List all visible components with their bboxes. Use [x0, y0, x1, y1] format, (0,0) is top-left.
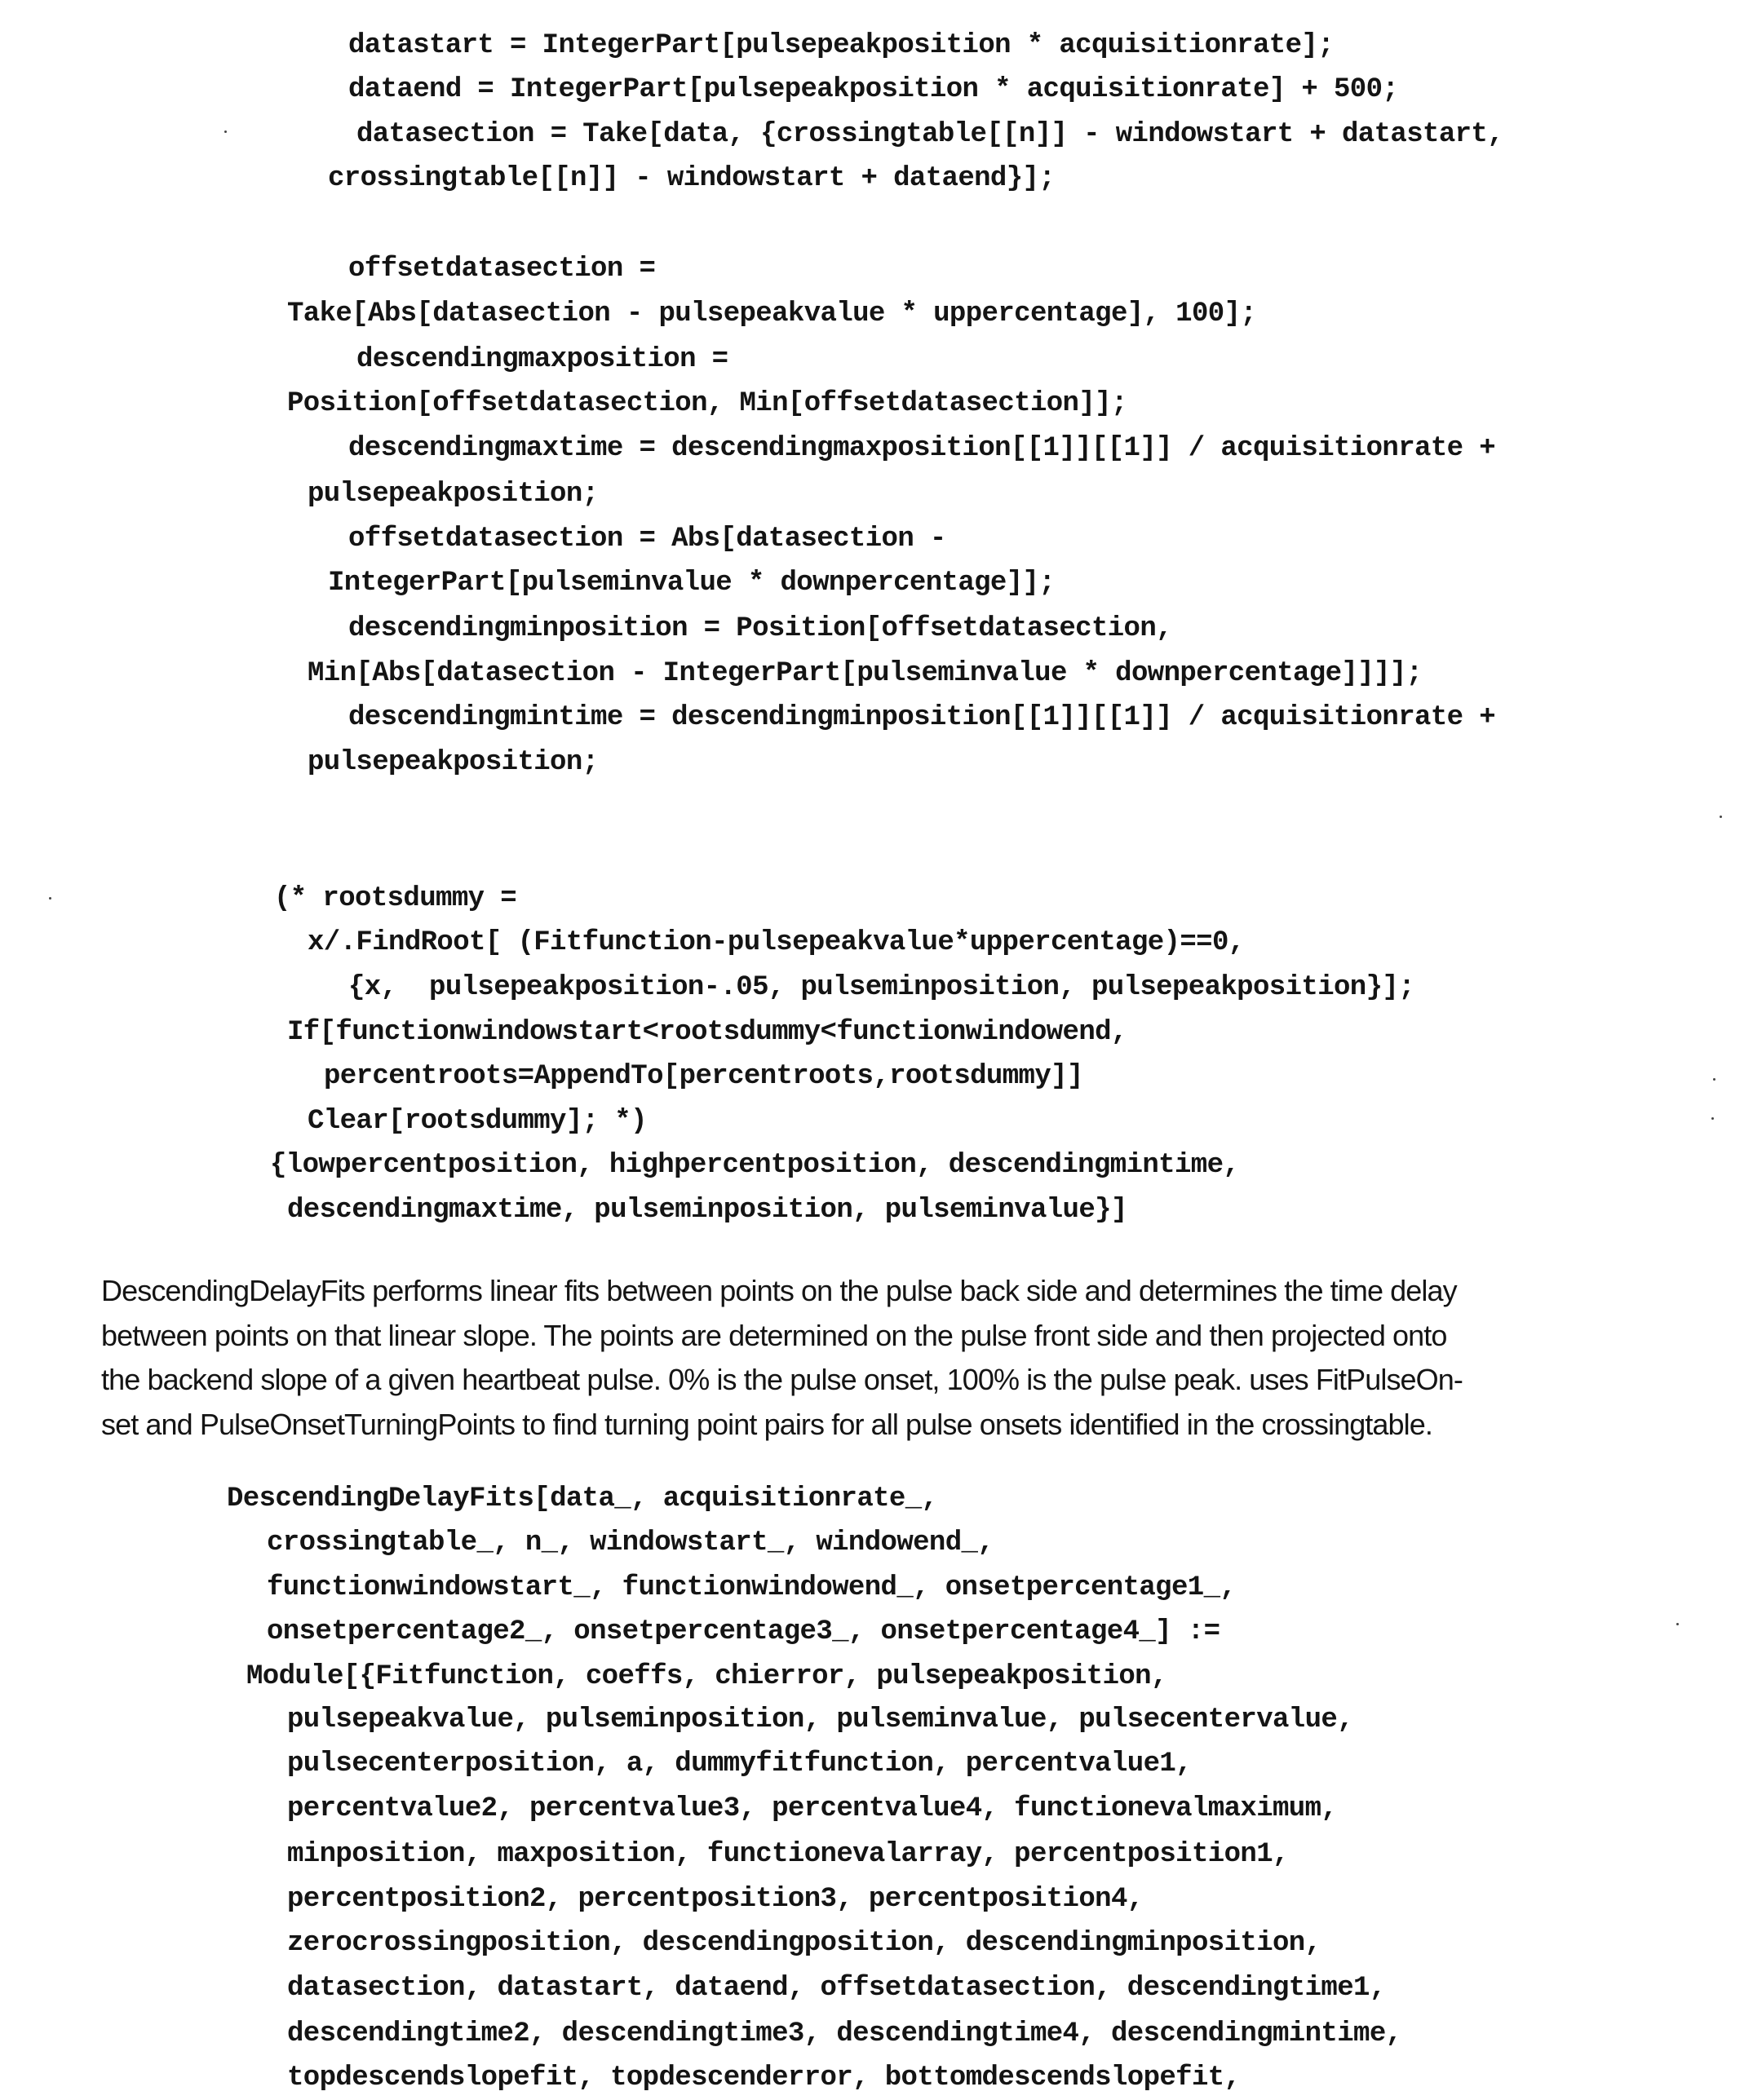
module-line: zerocrossingposition, descendingposition, descendingminposition,: [287, 1928, 1321, 1959]
scan-speck: [1711, 1117, 1714, 1120]
code-comment-line: Clear[rootsdummy]; *): [308, 1106, 647, 1137]
code-line: pulsepeakposition;: [308, 747, 599, 778]
scan-speck: [224, 130, 227, 133]
function-signature-line: functionwindowstart_, functionwindowend_, onsetpercentage1_,: [267, 1572, 1237, 1603]
code-line: IntegerPart[pulseminvalue * downpercentage]];: [328, 568, 1056, 599]
module-line: minposition, maxposition, functionevalarray, percentposition1,: [287, 1839, 1289, 1870]
code-line: Min[Abs[datasection - IntegerPart[pulseminvalue * downpercentage]]]];: [308, 658, 1423, 689]
code-comment-line: percentroots=AppendTo[percentroots,rootsdummy]]: [324, 1061, 1083, 1092]
function-signature-line: onsetpercentage2_, onsetpercentage3_, onsetpercentage4_] :=: [267, 1616, 1220, 1647]
module-line: descendingtime2, descendingtime3, descendingtime4, descendingmintime,: [287, 2018, 1402, 2049]
module-line: topdescendslopefit, topdescenderror, bottomdescendslopefit,: [287, 2062, 1241, 2093]
code-line: descendingmaxtime = descendingmaxposition[[1]][[1]] / acquisitionrate +: [348, 433, 1496, 464]
code-line: {lowpercentposition, highpercentposition, descendingmintime,: [270, 1150, 1240, 1181]
code-line: descendingmaxtime, pulseminposition, pulseminvalue}]: [287, 1195, 1127, 1226]
code-line: crossingtable[[n]] - windowstart + dataend}];: [328, 163, 1056, 194]
code-line: datastart = IntegerPart[pulsepeakposition * acquisitionrate];: [348, 30, 1335, 61]
module-line: pulsecenterposition, a, dummyfitfunction, percentvalue1,: [287, 1749, 1192, 1779]
description-line: DescendingDelayFits performs linear fits between points on the pulse back side and determines the time delay: [101, 1274, 1457, 1307]
description-line: set and PulseOnsetTurningPoints to find turning point pairs for all pulse onsets identified in the crossingtable.: [101, 1407, 1432, 1441]
module-line: percentvalue2, percentvalue3, percentvalue4, functionevalmaximum,: [287, 1793, 1338, 1824]
module-line: percentposition2, percentposition3, percentposition4,: [287, 1884, 1144, 1915]
scan-speck: [1676, 1623, 1679, 1625]
description-paragraph: [101, 1269, 1724, 1447]
code-comment-line: {x, pulsepeakposition-.05, pulseminposition, pulsepeakposition}];: [348, 972, 1415, 1003]
module-line: datasection, datastart, dataend, offsetdatasection, descendingtime1,: [287, 1973, 1386, 2004]
module-line: pulsepeakvalue, pulseminposition, pulseminvalue, pulsecentervalue,: [287, 1704, 1354, 1735]
scan-speck: [1720, 816, 1722, 818]
scan-speck: [1713, 1078, 1715, 1081]
code-line: pulsepeakposition;: [308, 479, 599, 510]
code-line: Take[Abs[datasection - pulsepeakvalue * uppercentage], 100];: [287, 298, 1257, 329]
module-line: Module[{Fitfunction, coeffs, chierror, pulsepeakposition,: [246, 1661, 1167, 1692]
description-line: between points on that linear slope. The points are determined on the pulse front side and then projected onto: [101, 1318, 1447, 1352]
code-comment-line: (* rootsdummy =: [274, 883, 517, 914]
description-line: the backend slope of a given heartbeat pulse. 0% is the pulse onset, 100% is the pulse peak. uses FitPulseOn-: [101, 1363, 1463, 1396]
code-line: offsetdatasection = Abs[datasection -: [348, 524, 946, 555]
code-line: descendingmaxposition =: [356, 344, 728, 375]
code-line: Position[offsetdatasection, Min[offsetdatasection]];: [287, 388, 1127, 419]
function-signature-line: DescendingDelayFits[data_, acquisitionrate_,: [227, 1483, 938, 1514]
code-line: descendingminposition = Position[offsetdatasection,: [348, 613, 1172, 644]
code-line: descendingmintime = descendingminposition[[1]][[1]] / acquisitionrate +: [348, 702, 1496, 733]
function-signature-line: crossingtable_, n_, windowstart_, windowend_,: [267, 1527, 994, 1558]
scan-speck: [49, 897, 51, 900]
code-line: datasection = Take[data, {crossingtable[[n]] - windowstart + datastart,: [356, 119, 1504, 150]
code-comment-line: If[functionwindowstart<rootsdummy<functionwindowend,: [287, 1017, 1127, 1048]
code-comment-line: x/.FindRoot[ (Fitfunction-pulsepeakvalue*uppercentage)==0,: [308, 927, 1245, 958]
code-line: offsetdatasection =: [348, 254, 656, 285]
code-line: dataend = IntegerPart[pulsepeakposition * acquisitionrate] + 500;: [348, 74, 1399, 105]
